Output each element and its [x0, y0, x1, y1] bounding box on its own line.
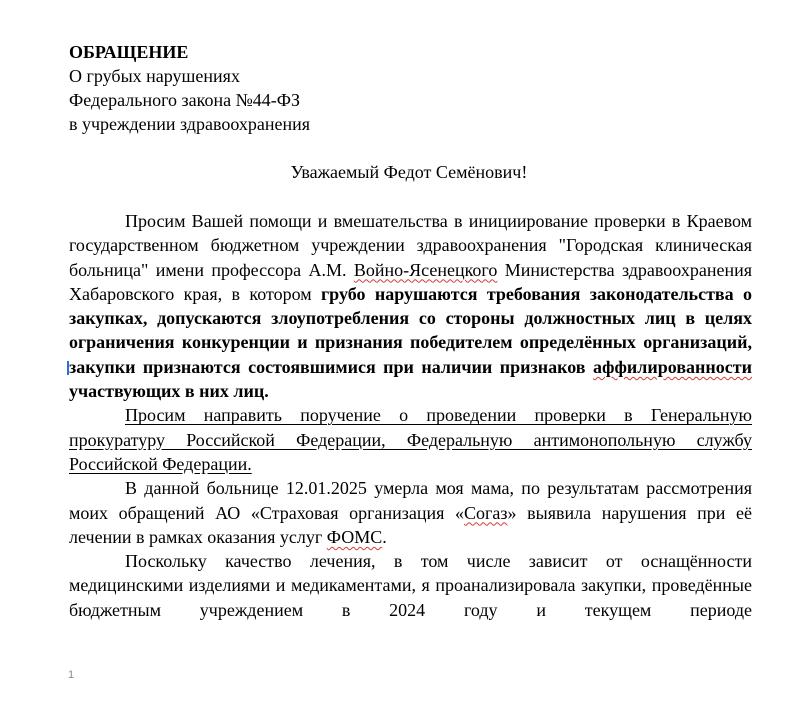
paragraph-1: [69, 209, 752, 403]
paragraph-2: Просим направить поручение о проведении проверки в Генеральную прокуратуру Российской Федерации, Федеральную антимонопольную службу Российской Федерации.: [69, 405, 752, 474]
p3-squiggle-foms: ФОМС: [326, 526, 383, 547]
header-line-1: О грубых нарушениях: [69, 66, 240, 86]
header-block: [69, 40, 310, 136]
body-text: [69, 209, 752, 622]
salutation: Уважаемый Федот Семёнович!: [290, 162, 528, 182]
p3-text-e: .: [382, 526, 387, 547]
page-number: 1: [68, 669, 75, 681]
p1-text-c: Министерства здравоохранения Хабаровского края, в котором: [69, 259, 752, 304]
p3-squiggle-sogaz: Согаз: [464, 502, 508, 523]
document-title: ОБРАЩЕНИЕ: [69, 42, 189, 62]
p1-bold-text: грубо нарушаются требования законодательства о закупках, допускаются злоупотребления со стороны должностных лиц в целях ограничения конкуренции и признания победителем определённых организаций, закупки признаются состоявшимися при наличии признаков: [69, 283, 752, 377]
paragraph-4: Поскольку качество лечения, в том числе зависит от оснащённости медицинскими изделиями и медикаментами, я проанализировала закупки, проведённые бюджетным учреждением в 2024 году и текущем периоде: [69, 551, 752, 620]
header-line-3: в учреждении здравоохранения: [69, 114, 311, 134]
header-line-2: Федерального закона №44-ФЗ: [69, 90, 300, 110]
p1-bold-squiggle: аффилированности: [593, 356, 752, 377]
p1-name-squiggle: Войно-Ясенецкого: [353, 259, 498, 280]
p1-text-a: Просим Вашей помощи и вмешательства в инициирование проверки в Краевом государственном бюджетном учреждении здравоохранения "Городская клиническая больница" имени профессора А.М.: [69, 211, 752, 280]
p1-bold-end: участвующих в них лиц.: [69, 381, 269, 402]
paragraph-3: [69, 476, 752, 549]
p3-text-a: В данной больнице 12.01.2025 умерла моя мама, по результатам рассмотрения моих обращений АО «Страховая организация «: [69, 478, 752, 523]
p3-text-c: » выявила нарушения при её лечении в рамках оказания услуг: [69, 502, 752, 547]
